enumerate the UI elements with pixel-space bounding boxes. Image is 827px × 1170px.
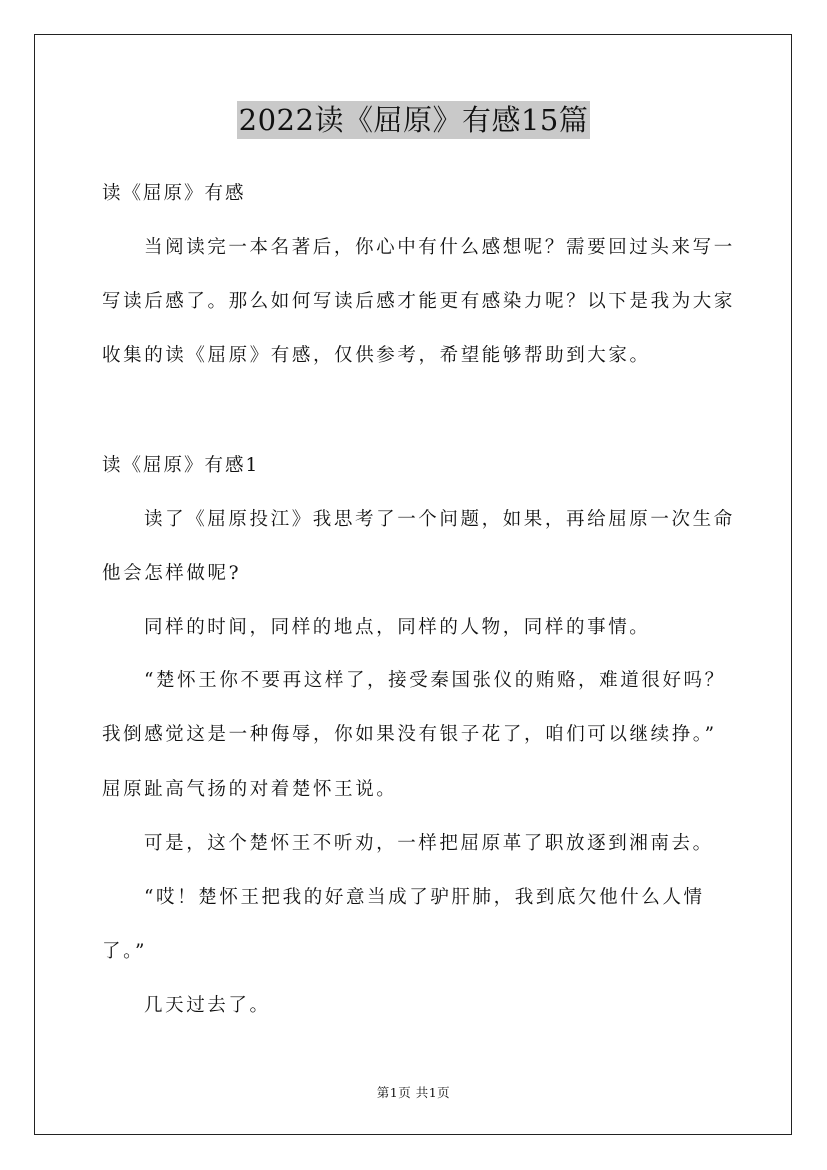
document-title: [0, 98, 827, 139]
paragraph-line: 他会怎样做呢?: [102, 563, 242, 584]
paragraph-line: 可是，这个楚怀王不听劝，一样把屈原革了职放逐到湘南去。: [144, 833, 714, 854]
paragraph-line: 同样的时间，同样的地点，同样的人物，同样的事情。: [144, 617, 651, 638]
section-heading: 读《屈原》有感: [102, 183, 246, 204]
section-heading: 读《屈原》有感1: [102, 455, 260, 476]
paragraph-line: 当阅读完一本名著后，你心中有什么感想呢？需要回过头来写一: [144, 237, 735, 258]
paragraph-line: 了。”: [102, 941, 148, 962]
paragraph-line: 我倒感觉这是一种侮辱，你如果没有银子花了，咱们可以继续挣。”: [102, 724, 717, 745]
paragraph-line: “楚怀王你不要再这样了，接受秦国张仪的贿赂，难道很好吗？: [144, 670, 726, 691]
paragraph-line: 写读后感了。那么如何写读后感才能更有感染力呢？以下是我为大家: [102, 291, 736, 312]
paragraph-line: 收集的读《屈原》有感，仅供参考，希望能够帮助到大家。: [102, 345, 651, 366]
paragraph-line: 几天过去了。: [144, 995, 271, 1016]
paragraph-line: “哎！楚怀王把我的好意当成了驴肝肺，我到底欠他什么人情: [144, 887, 705, 908]
paragraph-line: 读了《屈原投江》我思考了一个问题，如果，再给屈原一次生命: [144, 509, 735, 530]
page-footer: 第1页 共1页: [376, 1085, 451, 1100]
document-title-text: 2022读《屈原》有感15篇: [238, 103, 589, 137]
paragraph-line: 屈原趾高气扬的对着楚怀王说。: [102, 779, 398, 800]
